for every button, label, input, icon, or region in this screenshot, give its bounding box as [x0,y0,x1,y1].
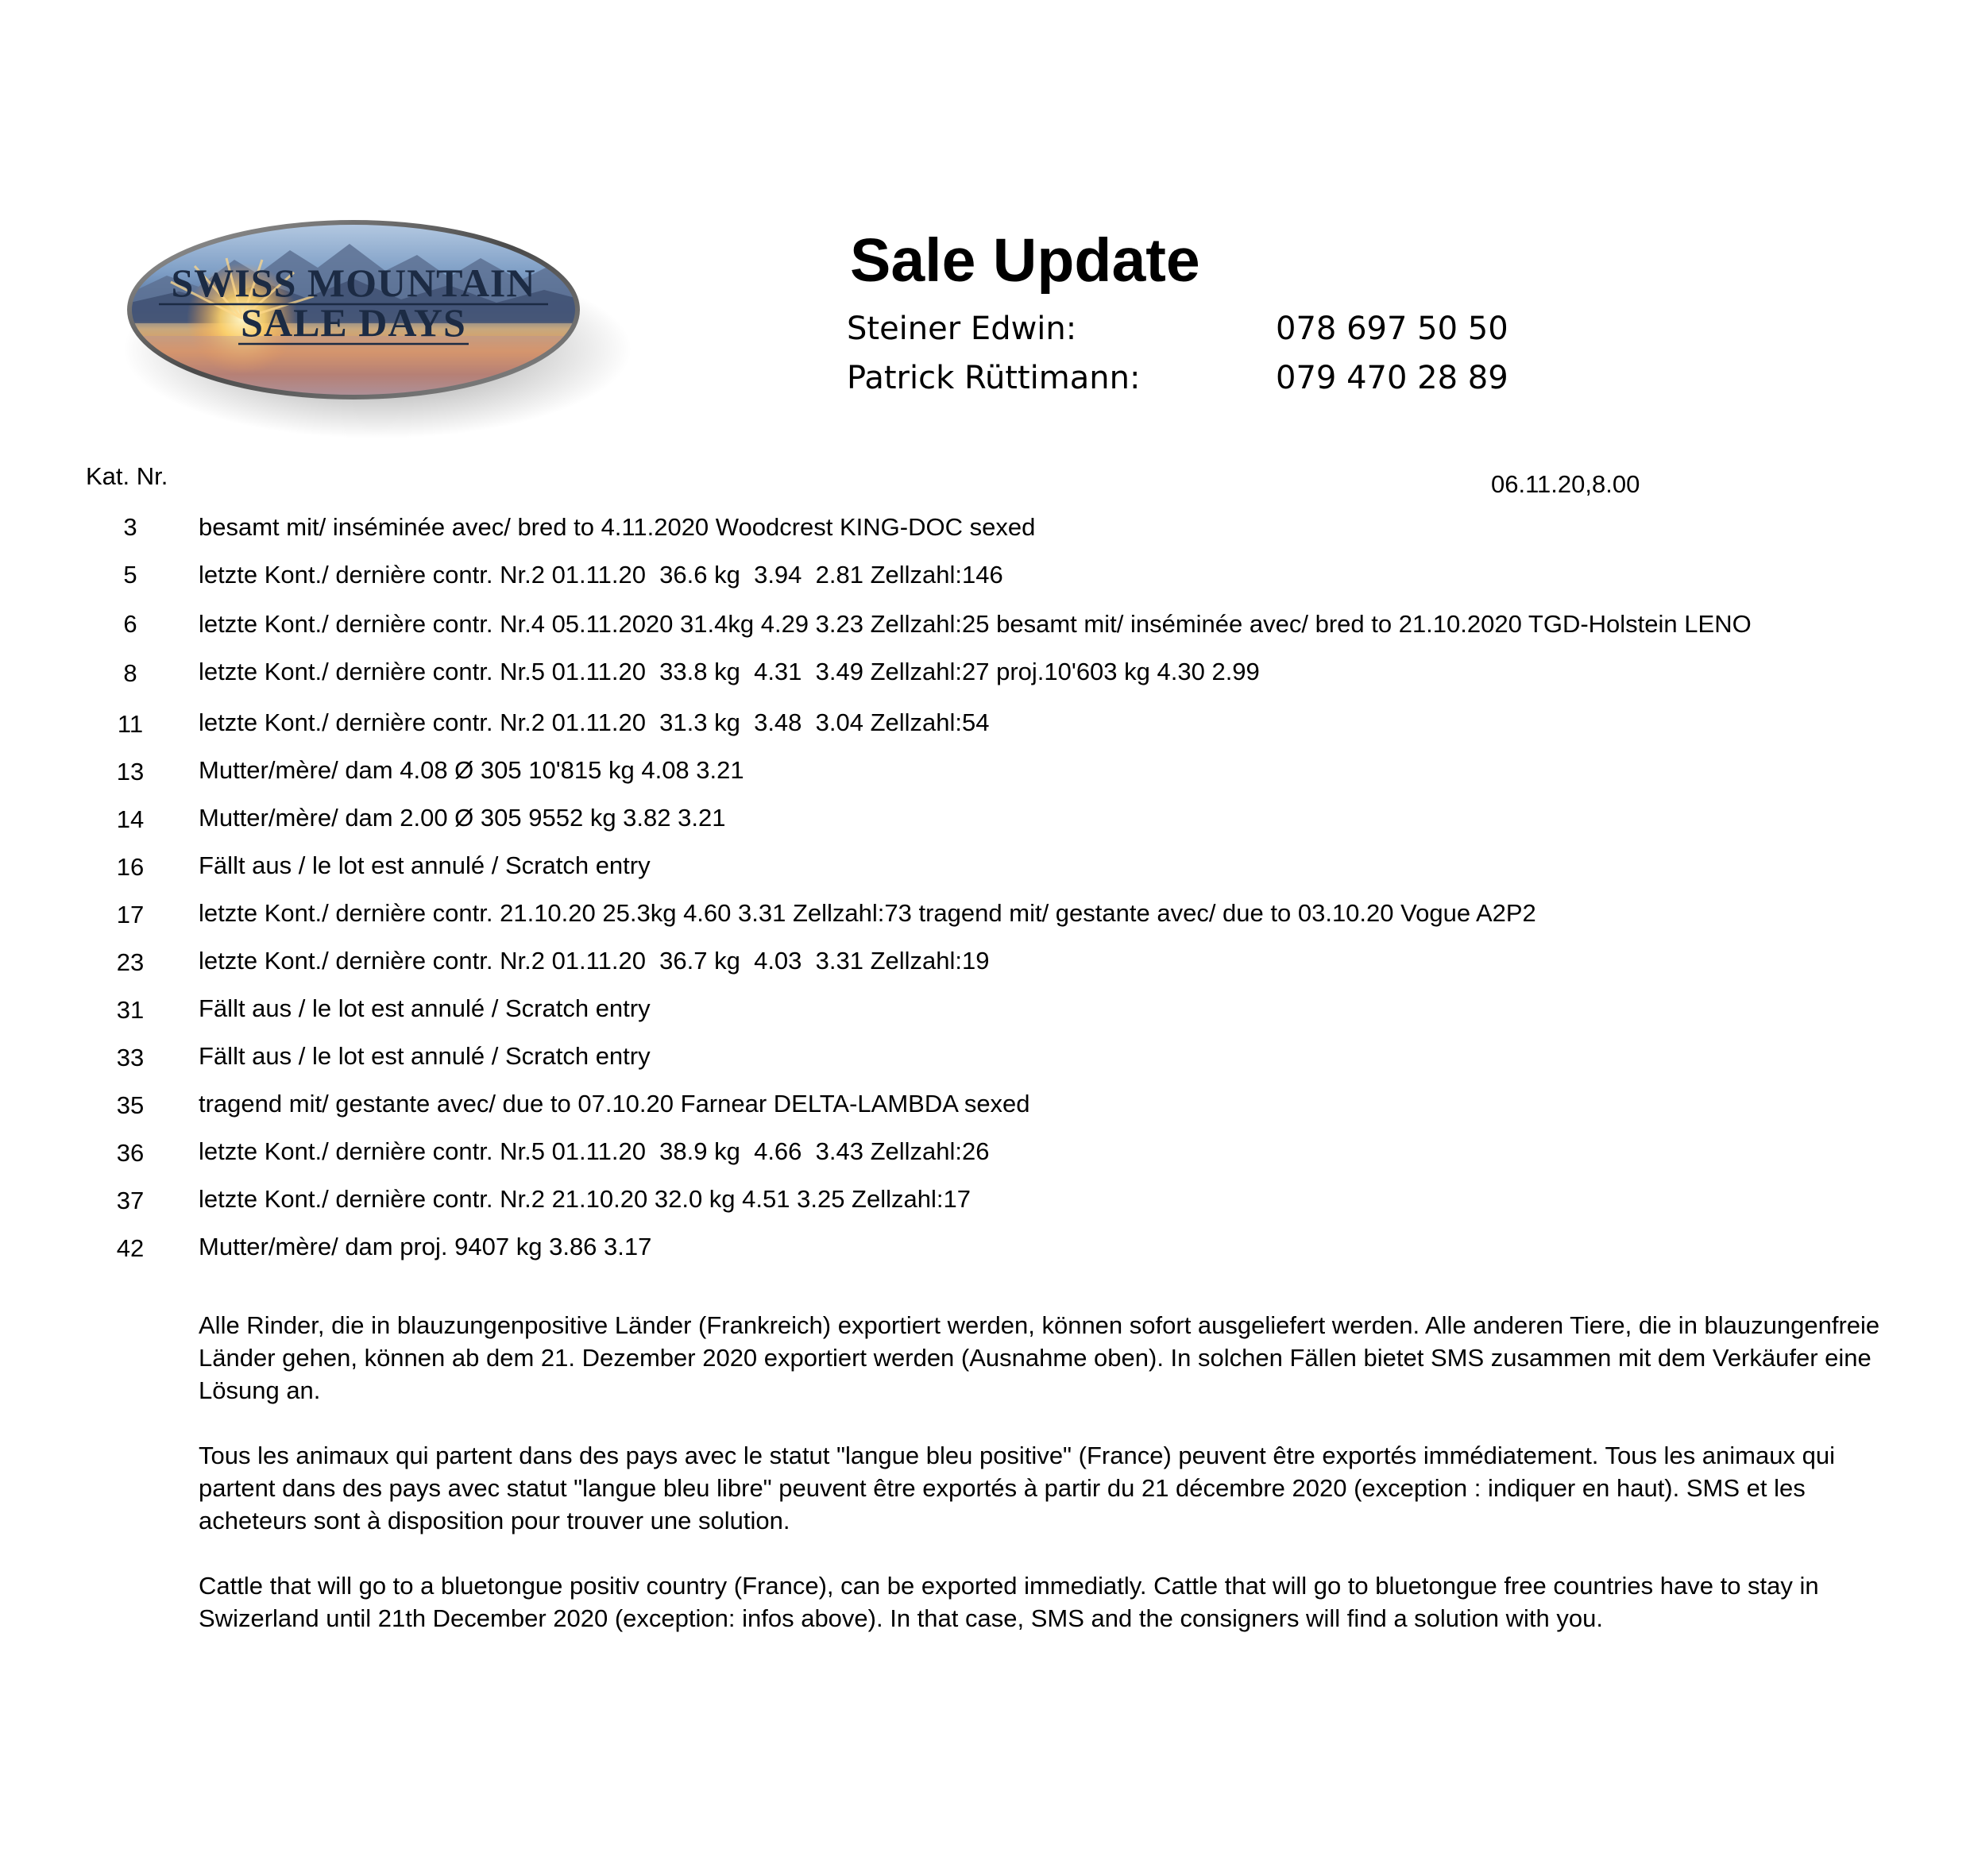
entry-number: 8 [123,659,137,687]
svg-text:SWISS MOUNTAIN: SWISS MOUNTAIN [171,261,536,305]
contact-name: Steiner Edwin: [847,311,1077,347]
notice-french: Tous les animaux qui partent dans des pays avec le statut "langue bleu positive" (France) peuvent être exportés immédiatement. Tous les animaux qui partent dans des pays avec statut "langue bleu libre" peuvent être exportés à partir du 21 décembre 2020 (exception : indiquer en haut). SMS et les acheteurs sont à disposition pour trouver une solution. [199,1442,1835,1534]
entry-number: 3 [123,513,137,541]
entry-number: 31 [116,996,145,1024]
entry-number: 23 [116,948,145,976]
entry-number: 36 [116,1139,145,1167]
catalog-number-header: Kat. Nr. [86,462,168,490]
contact-phone: 079 470 28 89 [1276,360,1508,396]
entry-text: Mutter/mère/ dam 4.08 Ø 305 10'815 kg 4.08 3.21 [199,756,744,784]
entry-text: letzte Kont./ dernière contr. 21.10.20 25.3kg 4.60 3.31 Zellzahl:73 tragend mit/ gestante avec/ due to 03.10.20 Vogue A2P2 [199,899,1536,927]
entry-text: tragend mit/ gestante avec/ due to 07.10.20 Farnear DELTA-LAMBDA sexed [199,1090,1030,1117]
entry-text: letzte Kont./ dernière contr. Nr.5 01.11.20 33.8 kg 4.31 3.49 Zellzahl:27 proj.10'603 kg 4.30 2.99 [199,658,1260,685]
notice-german: Alle Rinder, die in blauzungenpositive Länder (Frankreich) exportiert werden, können sofort ausgeliefert werden. Alle anderen Tiere, die in blauzungenfreie Länder gehen, können ab dem 21. Dezember 2020 exportiert werden (Ausnahme oben). In solchen Fällen bietet SMS zusammen mit dem Verkäufer eine Lösung an. [199,1311,1880,1404]
entry-number: 16 [116,853,145,881]
svg-text:SALE DAYS: SALE DAYS [241,300,466,345]
entry-text: letzte Kont./ dernière contr. Nr.2 21.10.20 32.0 kg 4.51 3.25 Zellzahl:17 [199,1185,971,1213]
contact-row [847,311,1508,347]
entry-text: Fällt aus / le lot est annulé / Scratch entry [199,1042,651,1070]
entry-number: 14 [116,805,145,833]
entry-number: 35 [116,1091,145,1119]
contact-name: Patrick Rüttimann: [847,360,1141,396]
entry-number: 42 [116,1234,145,1262]
swiss-mountain-sale-days-logo [123,203,632,441]
entry-number: 13 [116,758,145,786]
entry-text: letzte Kont./ dernière contr. Nr.2 01.11.20 36.6 kg 3.94 2.81 Zellzahl:146 [199,561,1003,589]
entry-number: 6 [123,610,137,638]
contact-phone: 078 697 50 50 [1276,311,1508,347]
entry-text: letzte Kont./ dernière contr. Nr.2 01.11.20 36.7 kg 4.03 3.31 Zellzahl:19 [199,947,990,975]
entry-number: 37 [116,1187,145,1214]
entry-number: 5 [123,561,137,589]
entry-number: 17 [116,901,145,928]
entry-text: letzte Kont./ dernière contr. Nr.2 01.11.20 31.3 kg 3.48 3.04 Zellzahl:54 [199,708,990,736]
contact-row [847,360,1508,396]
entry-number: 11 [117,710,144,738]
entry-text: Mutter/mère/ dam proj. 9407 kg 3.86 3.17 [199,1233,652,1260]
update-date: 06.11.20,8.00 [1491,470,1640,498]
entry-number: 33 [116,1044,145,1071]
notice-english: Cattle that will go to a bluetongue positiv country (France), can be exported immediatly. Cattle that will go to bluetongue free countries have to stay in Swizerland until 21th December 2020 (exception: infos above). In that case, SMS and the consigners will find a solution with you. [199,1572,1819,1632]
entry-text: Fällt aus / le lot est annulé / Scratch entry [199,994,651,1022]
entry-text: letzte Kont./ dernière contr. Nr.5 01.11.20 38.9 kg 4.66 3.43 Zellzahl:26 [199,1137,990,1165]
entry-text: letzte Kont./ dernière contr. Nr.4 05.11.2020 31.4kg 4.29 3.23 Zellzahl:25 besamt mit/ inséminée avec/ bred to 21.10.2020 TGD-Holstein LENO [199,610,1752,638]
page-title: Sale Update [850,226,1200,295]
entry-text: Mutter/mère/ dam 2.00 Ø 305 9552 kg 3.82 3.21 [199,804,726,832]
entry-text: Fällt aus / le lot est annulé / Scratch entry [199,851,651,879]
logo-graphic [123,203,632,441]
entry-text: besamt mit/ inséminée avec/ bred to 4.11.2020 Woodcrest KING-DOC sexed [199,513,1036,541]
